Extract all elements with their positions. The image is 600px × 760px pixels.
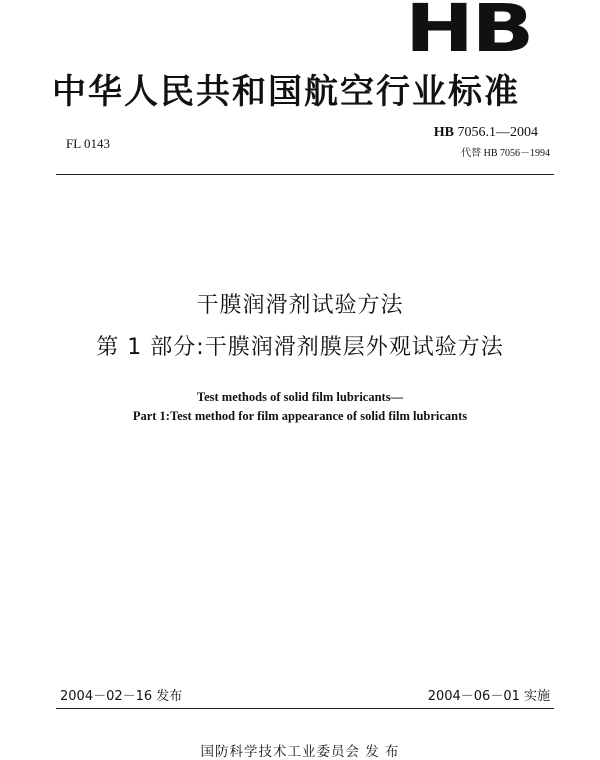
hb-logo: HB [405,0,532,67]
fl-code: FL 0143 [66,136,110,151]
standard-prefix: HB [433,125,454,140]
issuer: 国防科学技术工业委员会 发 布 [200,744,400,760]
top-divider [56,174,554,175]
standard-number-value: 7056.1—2004 [457,125,538,140]
title-en-line1: Test methods of solid film lubricants— [196,390,404,404]
replaces-note: 代替 HB 7056－1994 [461,148,550,159]
org-title: 中华人民共和国航空行业标准 [52,72,520,112]
bottom-divider [56,708,554,709]
title-cn-line1: 干膜润滑剂试验方法 [196,293,404,318]
title-cn-line2: 第 1 部分:干膜润滑剂膜层外观试验方法 [96,335,504,360]
title-en-line2: Part 1:Test method for film appearance of solid film lubricants [132,409,468,423]
issue-date: 2004－02－16 发布 [60,689,183,704]
standard-number [434,125,538,141]
effective-date: 2004－06－01 实施 [427,689,550,704]
